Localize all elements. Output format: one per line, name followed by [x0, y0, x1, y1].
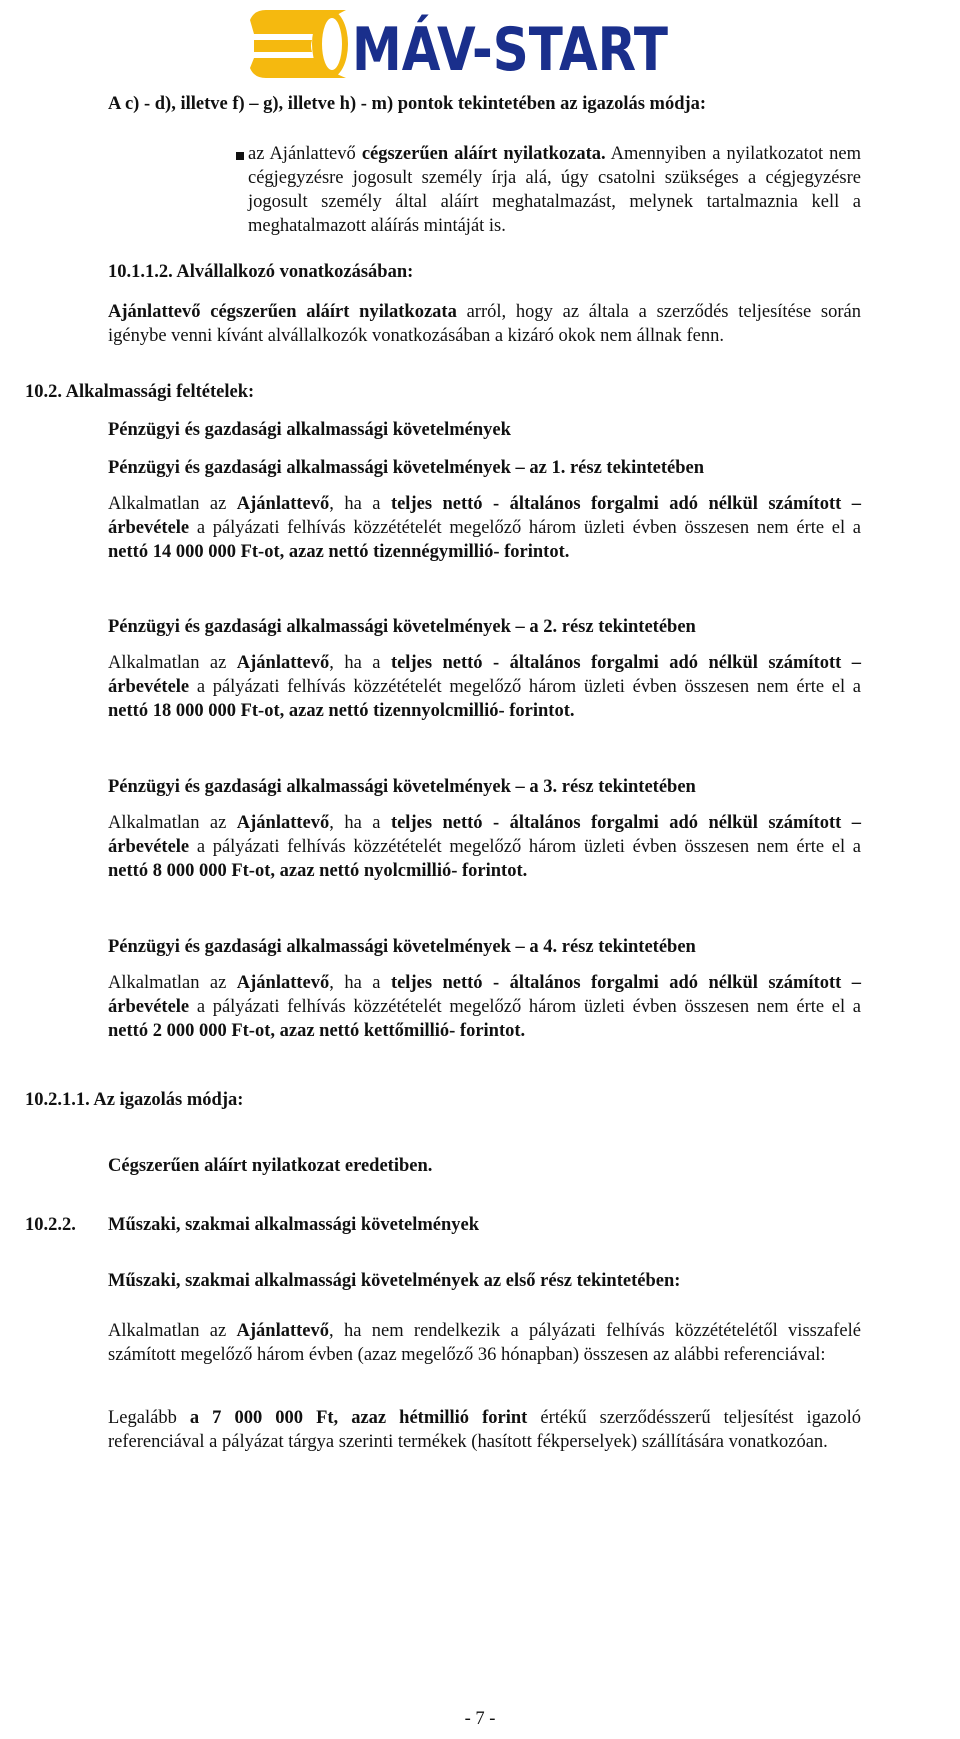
- subheading: Pénzügyi és gazdasági alkalmassági követelmények: [108, 420, 511, 440]
- mav-start-logo: [248, 6, 732, 85]
- statement: Cégszerűen aláírt nyilatkozat eredetiben.: [108, 1156, 433, 1176]
- bullet-item: az Ajánlattevő cégszerűen aláírt nyilatkozata. Amennyiben a nyilatkozatot nem cégjegyzésre jogosult személy írja alá, úgy csatolni szükséges a cégjegyzésre jogosult személy által aláírt meghatalmazást, melynek tartalmaznia kell a meghatalmazott aláírás mintáját is.: [248, 144, 861, 236]
- section-heading: 10.2.1.1. Az igazolás módja:: [25, 1090, 244, 1110]
- subheading: Műszaki, szakmai alkalmassági követelmények az első rész tekintetében:: [108, 1271, 681, 1291]
- svg-text:MÁV-START: MÁV-START: [352, 15, 732, 85]
- bullet-icon: [236, 152, 244, 160]
- page-number: - 7 -: [464, 1709, 496, 1729]
- paragraph: Alkalmatlan az Ajánlattevő, ha nem rendelkezik a pályázati felhívás közzétételétől visszafelé számított megelőző három évben (azaz megelőző 36 hónapban) összesen az alábbi referenciával:: [108, 1321, 861, 1365]
- requirement-part-3: Pénzügyi és gazdasági alkalmassági követelmények – a 3. rész tekintetében Alkalmatlan az Ajánlattevő, ha a teljes nettó - általános forgalmi adó nélkül számított – árbevétele a pályázati felhívás közzétételét megelőző három üzleti évben összesen nem érte el a nettó 8 000 000 Ft-ot, azaz nettó nyolcmillió- forintot.: [108, 777, 861, 881]
- requirement-part-2: Pénzügyi és gazdasági alkalmassági követelmények – a 2. rész tekintetében Alkalmatlan az Ajánlattevő, ha a teljes nettó - általános forgalmi adó nélkül számított – árbevétele a pályázati felhívás közzétételét megelőző három üzleti évben összesen nem érte el a nettó 18 000 000 Ft-ot, azaz nettó tizennyolcmillió- forintot.: [108, 617, 861, 721]
- section-heading: 10.1.1.2. Alvállalkozó vonatkozásában:: [108, 262, 414, 282]
- section-title: Műszaki, szakmai alkalmassági követelmények: [108, 1215, 480, 1235]
- section-number: 10.2.2.: [25, 1215, 76, 1235]
- paragraph: Legalább a 7 000 000 Ft, azaz hétmillió forint értékű szerződésszerű teljesítést igazoló referenciával a pályázat tárgya szerinti termékek (hasított fékperselyek) szállítására vonatkozóan.: [108, 1408, 862, 1452]
- requirement-part-4: Pénzügyi és gazdasági alkalmassági követelmények – a 4. rész tekintetében Alkalmatlan az Ajánlattevő, ha a teljes nettó - általános forgalmi adó nélkül számított – árbevétele a pályázati felhívás közzétételét megelőző három üzleti évben összesen nem érte el a nettó 2 000 000 Ft-ot, azaz nettó kettőmillió- forintot.: [108, 937, 861, 1041]
- paragraph: Ajánlattevő cégszerűen aláírt nyilatkozata arról, hogy az általa a szerződés teljesítése során igénybe venni kívánt alvállalkozók vonatkozásában a kizáró okok nem állnak fenn.: [108, 302, 861, 346]
- requirement-part-1: Pénzügyi és gazdasági alkalmassági követelmények – az 1. rész tekintetében Alkalmatlan az Ajánlattevő, ha a teljes nettó - általános forgalmi adó nélkül számított – árbevétele a pályázati felhívás közzétételét megelőző három üzleti évben összesen nem érte el a nettó 14 000 000 Ft-ot, azaz nettó tizennégymillió- forintot.: [108, 458, 861, 562]
- section-heading: 10.2. Alkalmassági feltételek:: [25, 382, 255, 402]
- section-heading: A c) - d), illetve f) – g), illetve h) - m) pontok tekintetében az igazolás módja:: [108, 94, 707, 114]
